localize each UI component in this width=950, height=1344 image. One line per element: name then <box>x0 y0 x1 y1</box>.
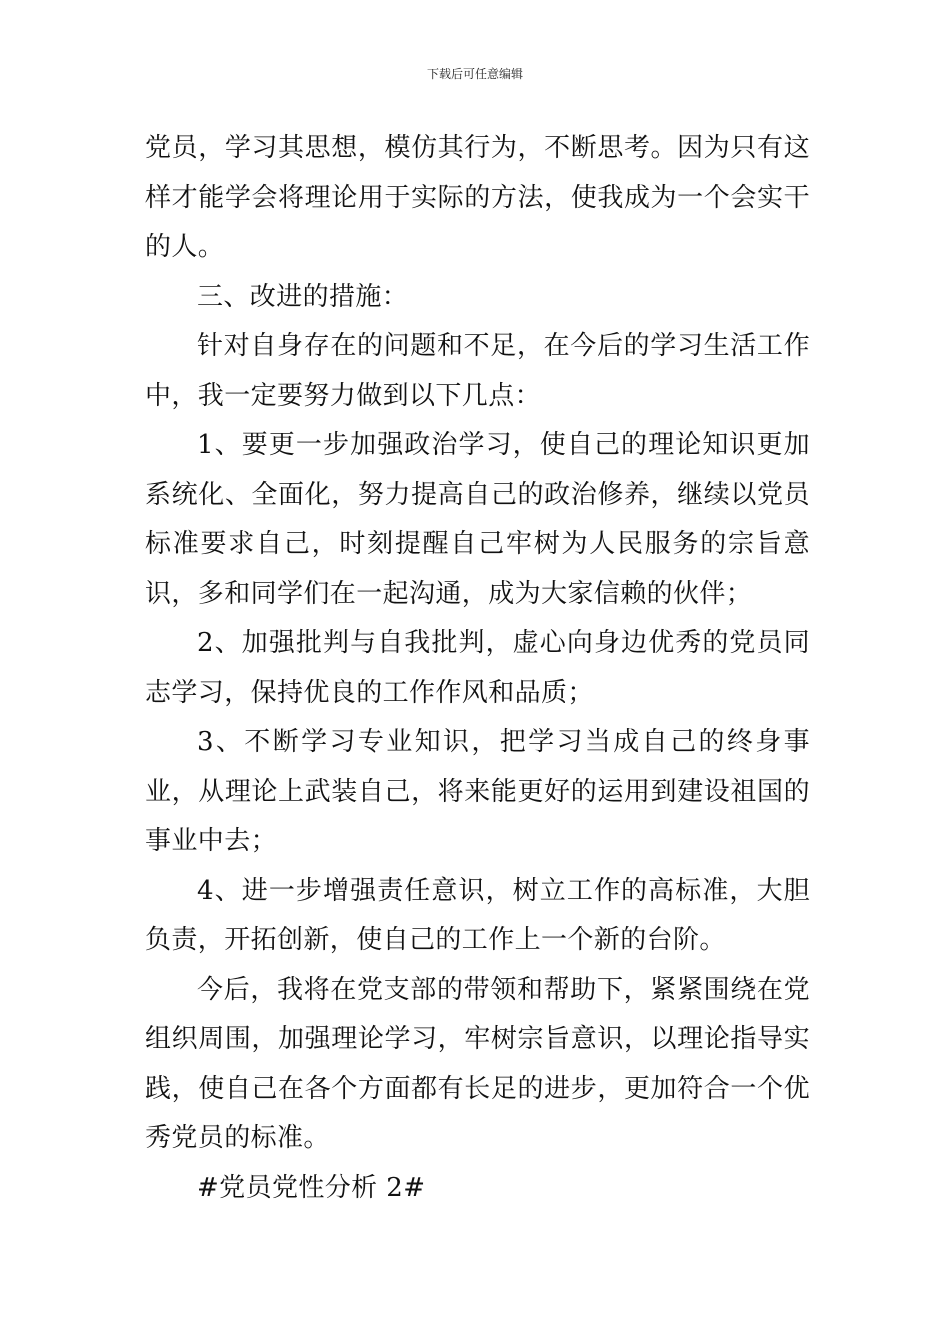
section-marker: #党员党性分析 2# <box>197 1172 426 1203</box>
document-body <box>145 124 810 1213</box>
paragraph-intro: 针对自身存在的问题和不足，在今后的学习生活工作中，我一定要努力做到以下几点： <box>145 331 810 411</box>
section-heading-improvement-measures: 三、改进的措施： <box>197 281 409 312</box>
list-item-2: 2、加强批判与自我批判，虚心向身边优秀的党员同志学习，保持优良的工作作风和品质； <box>145 628 810 708</box>
page-header-note: 下载后可任意编辑 <box>426 67 523 81</box>
list-item-1: 1、要更一步加强政治学习，使自己的理论知识更加系统化、全面化，努力提高自己的政治修养，继续以党员标准要求自己，时刻提醒自己牢树为人民服务的宗旨意识，多和同学们在一起沟通，成为大家信赖的伙伴； <box>145 430 810 609</box>
list-item-4: 4、进一步增强责任意识，树立工作的高标准，大胆负责，开拓创新，使自己的工作上一个新的台阶。 <box>145 875 810 955</box>
paragraph-conclusion: 今后，我将在党支部的带领和帮助下，紧紧围绕在党组织周围，加强理论学习，牢树宗旨意识，以理论指导实践，使自己在各个方面都有长足的进步，更加符合一个优秀党员的标准。 <box>145 974 810 1153</box>
list-item-3: 3、不断学习专业知识，把学习当成自己的终身事业，从理论上武装自己，将来能更好的运用到建设祖国的事业中去； <box>145 727 810 856</box>
paragraph-continuation: 党员，学习其思想，模仿其行为，不断思考。因为只有这样才能学会将理论用于实际的方法，使我成为一个会实干的人。 <box>145 133 810 262</box>
